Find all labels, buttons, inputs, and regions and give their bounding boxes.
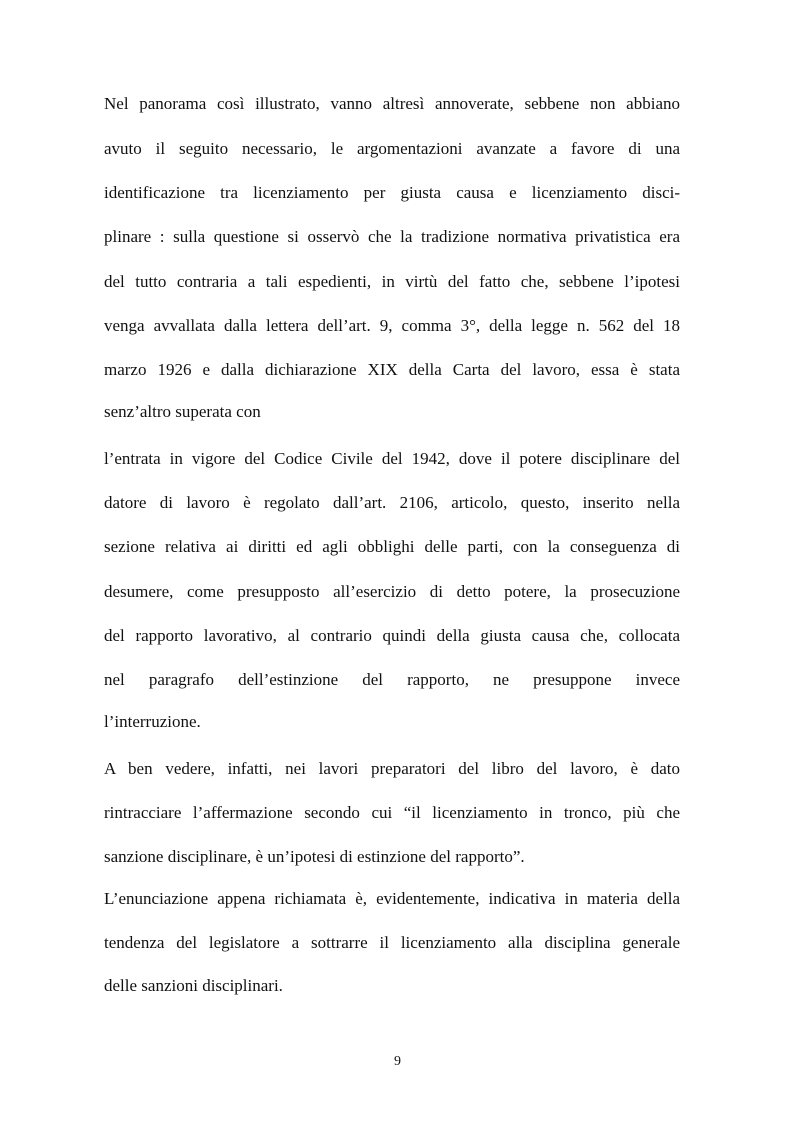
text-line: senz’altro superata con [104, 402, 261, 421]
text-line: l’entrata in vigore del Codice Civile del 1942, dove il potere disciplinare del [104, 449, 680, 468]
text-line: delle sanzioni disciplinari. [104, 976, 283, 995]
text-line: plinare : sulla questione si osservò che la tradizione normativa privatistica era [104, 227, 680, 246]
text-line: l’interruzione. [104, 712, 201, 731]
text-line: datore di lavoro è regolato dall’art. 2106, articolo, questo, inserito nella [104, 493, 680, 512]
page-number: 9 [394, 1054, 401, 1069]
text-line: del tutto contraria a tali espedienti, in virtù del fatto che, sebbene l’ipotesi [104, 272, 680, 291]
text-line: tendenza del legislatore a sottrarre il licenziamento alla disciplina generale [104, 933, 680, 952]
text-line: Nel panorama così illustrato, vanno altresì annoverate, sebbene non abbiano [104, 94, 680, 113]
text-line: desumere, come presupposto all’esercizio di detto potere, la prosecuzione [104, 582, 680, 601]
text-line: avuto il seguito necessario, le argomentazioni avanzate a favore di una [104, 139, 680, 158]
text-line: nel paragrafo dell’estinzione del rapporto, ne presuppone invece [104, 670, 680, 689]
text-line: L’enunciazione appena richiamata è, evidentemente, indicativa in materia della [104, 889, 680, 908]
text-line: rintracciare l’affermazione secondo cui “il licenziamento in tronco, più che [104, 803, 680, 822]
text-line: marzo 1926 e dalla dichiarazione XIX della Carta del lavoro, essa è stata [104, 360, 680, 379]
text-line: venga avvallata dalla lettera dell’art. 9, comma 3°, della legge n. 562 del 18 [104, 316, 680, 335]
text-line: del rapporto lavorativo, al contrario quindi della giusta causa che, collocata [104, 626, 680, 645]
text-line: A ben vedere, infatti, nei lavori preparatori del libro del lavoro, è dato [104, 759, 680, 778]
text-line: sanzione disciplinare, è un’ipotesi di estinzione del rapporto”. [104, 847, 525, 866]
text-line: identificazione tra licenziamento per giusta causa e licenziamento disci- [104, 183, 680, 202]
text-line: sezione relativa ai diritti ed agli obblighi delle parti, con la conseguenza di [104, 537, 680, 556]
